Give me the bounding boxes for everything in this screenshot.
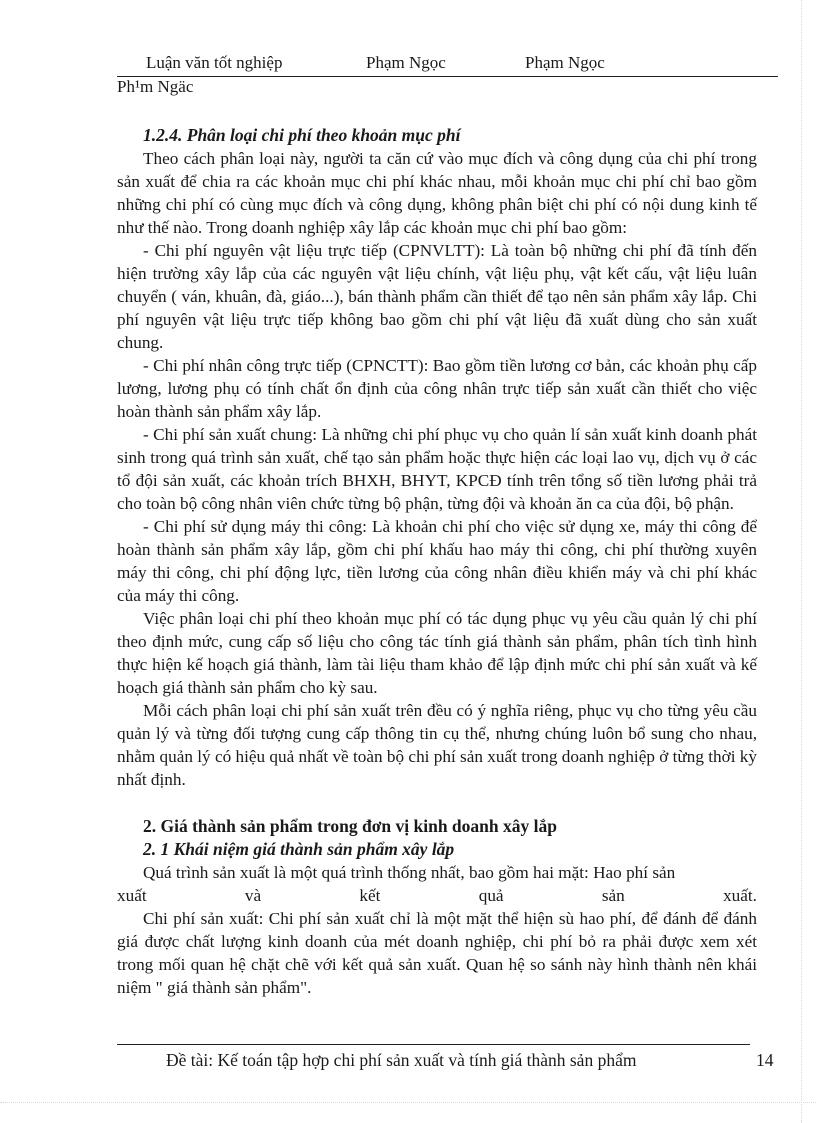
footer-rule (117, 1044, 750, 1045)
page-guide-right (801, 0, 802, 1123)
section-heading-2: 2. Giá thành sản phẩm trong đơn vị kinh doanh xây lắp (143, 816, 557, 836)
page-number: 14 (756, 1050, 774, 1070)
header-author-overflow: Ph¹m Ngäc (117, 77, 194, 96)
paragraph: Mỗi cách phân loại chi phí sản xuất trên đều có ý nghĩa riêng, phục vụ cho từng yêu cầu quản lý và từng đối tượng cung cấp thông tin cụ thể, nhưng chúng luôn bổ sung cho nhau, nhằm quản lý có hiệu quả nhất về toàn bộ chi phí sản xuất trong doanh nghiệp ở từng thời kỳ nhất định. (117, 701, 757, 789)
section-heading-2-1: 2. 1 Khái niệm giá thành sản phẩm xây lắp (143, 839, 455, 859)
section-heading-1-2-4: 1.2.4. Phân loại chi phí theo khoản mục phí (143, 125, 461, 145)
footer-title: Đề tài: Kế toán tập hợp chi phí sản xuất và tính giá thành sản phẩm (166, 1050, 637, 1070)
justified-line (117, 884, 757, 907)
word: xuất. (723, 886, 757, 905)
word: và (244, 886, 262, 905)
word: quả (478, 886, 504, 905)
paragraph-direct-materials: - Chi phí nguyên vật liệu trực tiếp (CPNVLTT): Là toàn bộ những chi phí đã tính đến hiện trường xây lắp của các nguyên vật liệu chính, vật liệu phụ, vật kết cấu, vật liệu luân chuyển ( ván, khuân, đà, giáo...), bán thành phẩm cần thiết để tạo nên sản phẩm xây lắp. Chi phí nguyên vật liệu trực tiếp không bao gồm chi phí vật liệu đã xuất dùng cho sản xuất chung. (117, 241, 757, 352)
header-left: Luận văn tốt nghiệp (146, 53, 283, 72)
document-body (117, 124, 757, 999)
page-guide-bottom (0, 1102, 816, 1103)
header-author-1: Phạm Ngọc (366, 53, 446, 72)
header-rule (117, 76, 778, 77)
paragraph-production-cost: Chi phí sản xuất: Chi phí sản xuất chỉ là một mặt thể hiện sù hao phí, để đánh để đánh giá được chất lượng kinh doanh của mét doanh nghiệp, chi phí bỏ ra phải được xem xét trong mối quan hệ chặt chẽ với kết quả sản xuất. Quan hệ so sánh này hình thành nên khái niệm " giá thành sản phẩm". (117, 909, 757, 997)
paragraph: Việc phân loại chi phí theo khoản mục phí có tác dụng phục vụ yêu cầu quản lý chi phí theo định mức, cung cấp số liệu cho công tác tính giá thành sản phẩm, phân tích tình hình thực hiện kế hoạch giá thành, làm tài liệu tham khảo để lập định mức chi phí sản xuất và kế hoạch giá thành sản phẩm cho kỳ sau. (117, 609, 757, 697)
paragraph-overhead: - Chi phí sản xuất chung: Là những chi phí phục vụ cho quản lí sản xuất kinh doanh phát sinh trong quá trình sản xuất, chế tạo sản phẩm hoặc thực hiện các loại lao vụ, dịch vụ ở các tổ đội sản xuất, các khoản trích BHXH, BHYT, KPCĐ tính trên tổng số tiền lương phải trả cho toàn bộ công nhân viên chức từng bộ phận, từng đội và khoản ăn ca của đội, bộ phận. (117, 425, 757, 513)
word: sản (601, 886, 625, 905)
paragraph-line: Quá trình sản xuất là một quá trình thống nhất, bao gồm hai mặt: Hao phí sản (143, 863, 676, 882)
word: kết (359, 886, 381, 905)
word: xuất (117, 886, 147, 905)
paragraph: Theo cách phân loại này, người ta căn cứ vào mục đích và công dụng của chi phí trong sản xuất để chia ra các khoản mục chi phí khác nhau, mỗi khoản mục chi phí chỉ bao gồm những chi phí có cùng mục đích và công dụng, không phân biệt chi phí có nội dung kinh tế như thế nào. Trong doanh nghiệp xây lắp các khoản mục chi phí bao gồm: (117, 149, 757, 237)
paragraph-machinery: - Chi phí sử dụng máy thi công: Là khoản chi phí cho việc sử dụng xe, máy thi công để hoàn thành sản phẩm xây lắp, gồm chi phí khấu hao máy thi công, chi phí thường xuyên máy thi công, chi phí động lực, tiền lương của công nhân điều khiển máy và chi phí khác của máy thi công. (117, 517, 757, 605)
paragraph-direct-labor: - Chi phí nhân công trực tiếp (CPNCTT): Bao gồm tiền lương cơ bản, các khoản phụ cấp lương, lương phụ có tính chất ổn định của công nhân trực tiếp sản xuất cần thiết cho việc hoàn thành sản phẩm xây lắp. (117, 356, 757, 421)
header-author-2: Phạm Ngọc (525, 53, 605, 72)
